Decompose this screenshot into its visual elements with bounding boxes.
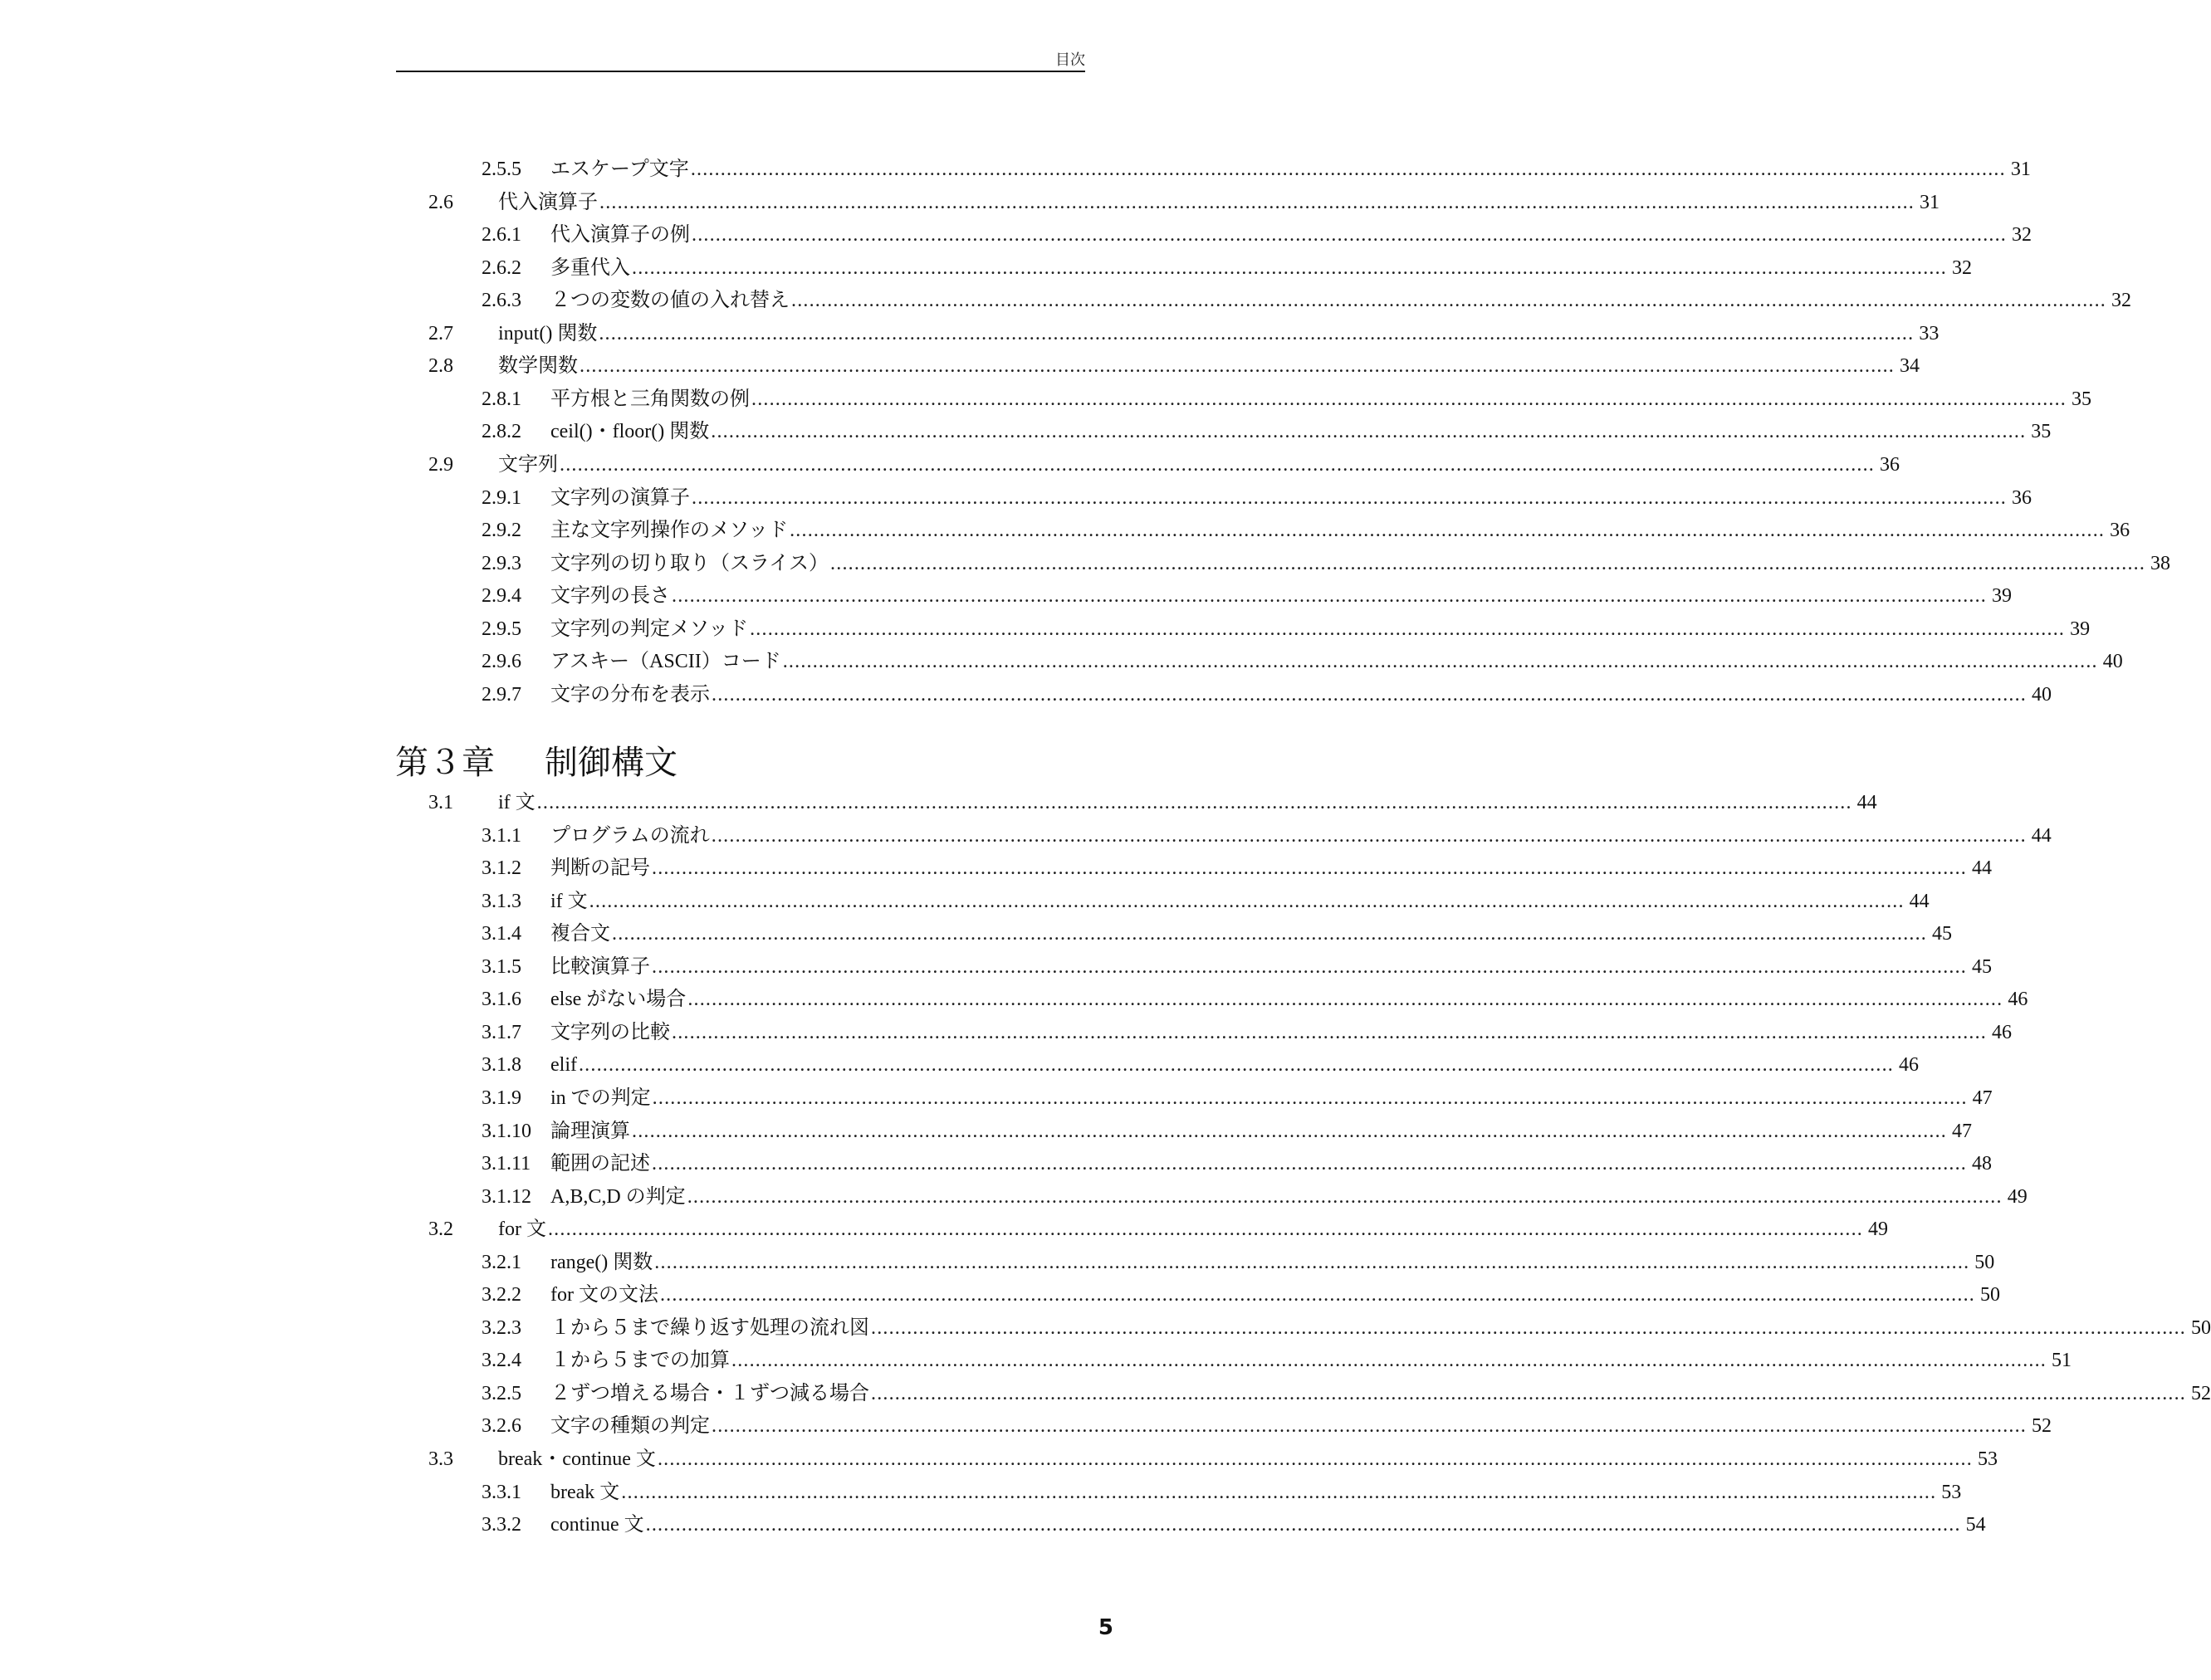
dot-leader: ............................................................................................................................................................................................................................	[692, 224, 2007, 247]
dot-leader: ............................................................................................................................................................................................................................	[589, 890, 1905, 912]
toc-entry-page: 52	[2032, 1415, 2052, 1438]
toc-entry-page: 47	[1972, 1087, 1993, 1109]
toc-entry-page: 50	[1979, 1284, 2000, 1306]
dot-leader: ............................................................................................................................................................................................................................	[560, 453, 1875, 476]
toc-entry[interactable]	[0, 284, 2131, 317]
toc-entry-number: 3.2.6	[482, 1415, 521, 1438]
toc-entry-number: 2.9.2	[482, 520, 521, 542]
toc-entry[interactable]	[0, 218, 2032, 252]
toc-entry[interactable]	[0, 983, 2028, 1016]
toc-entry-title: continue 文	[550, 1514, 644, 1536]
toc-entry-title: 多重代入	[550, 256, 630, 279]
toc-entry-number: 3.1.5	[482, 955, 521, 978]
toc-entry-number: 2.9.6	[482, 651, 521, 673]
toc-entry-title: ２つの変数の値の入れ替え	[550, 290, 790, 312]
toc-entry-page: 33	[1919, 322, 1940, 344]
toc-entry-number: 3.2.5	[482, 1382, 521, 1404]
dot-leader: ............................................................................................................................................................................................................................	[652, 857, 1967, 880]
toc-entry-number: 3.2.3	[482, 1316, 521, 1339]
dot-leader: ............................................................................................................................................................................................................................	[690, 159, 2006, 180]
toc-entry-number: 3.1.12	[482, 1185, 531, 1208]
toc-entry-page: 44	[1972, 857, 1992, 880]
dot-leader: ............................................................................................................................................................................................................................	[645, 1514, 1961, 1536]
toc-entry-number: 2.9.4	[482, 585, 521, 608]
dot-leader: ............................................................................................................................................................................................................................	[687, 1185, 2003, 1208]
toc-entry[interactable]	[0, 1147, 1992, 1180]
toc-entry-number: 3.1.1	[482, 824, 521, 847]
toc-entry[interactable]	[0, 917, 1952, 950]
toc-entry-page: 44	[1856, 792, 1877, 813]
dot-leader: ............................................................................................................................................................................................................................	[692, 486, 2007, 509]
toc-entry-number: 2.6	[428, 191, 453, 213]
toc-entry-title: アスキー（ASCII）コード	[550, 651, 781, 673]
dot-leader: ............................................................................................................................................................................................................................	[659, 1284, 1975, 1306]
dot-leader: ............................................................................................................................................................................................................................	[652, 1087, 1968, 1109]
toc-entry-page: 36	[2110, 520, 2130, 542]
toc-entry[interactable]	[0, 383, 2091, 416]
toc-entry-title: 文字の分布を表示	[550, 683, 710, 706]
toc-entry[interactable]	[0, 645, 2123, 678]
dot-leader: ............................................................................................................................................................................................................................	[791, 290, 2106, 312]
toc-entry-page: 47	[1952, 1120, 1972, 1142]
dot-leader: ............................................................................................................................................................................................................................	[580, 355, 1895, 378]
toc-entry-number: 2.9.7	[482, 683, 521, 706]
toc-entry-title: 文字列の演算子	[550, 486, 690, 509]
toc-entry-page: 34	[1900, 355, 1920, 378]
toc-entry-title: 範囲の記述	[550, 1153, 650, 1175]
toc-entry-page: 31	[2010, 159, 2031, 180]
chapter-title: 制御構文	[545, 744, 677, 782]
dot-leader: ............................................................................................................................................................................................................................	[871, 1316, 2186, 1339]
dot-leader: ............................................................................................................................................................................................................................	[711, 824, 2027, 847]
toc-entry[interactable]	[0, 349, 1920, 383]
toc-entry-page: 46	[2008, 989, 2028, 1011]
toc-entry-number: 2.9.5	[482, 618, 521, 640]
dot-leader: ............................................................................................................................................................................................................................	[547, 1218, 1863, 1241]
dot-leader: ............................................................................................................................................................................................................................	[712, 1415, 2027, 1438]
toc-entry-number: 3.1.7	[482, 1021, 521, 1043]
dot-leader: ............................................................................................................................................................................................................................	[599, 322, 1915, 344]
toc-entry-title: 比較演算子	[550, 955, 650, 978]
toc-entry-number: 3.2.1	[482, 1251, 521, 1273]
dot-leader: ............................................................................................................................................................................................................................	[632, 1120, 1947, 1142]
toc-entry-page: 45	[1932, 923, 1952, 945]
toc-entry-title: else がない場合	[550, 989, 687, 1011]
toc-entry-number: 2.9	[428, 453, 453, 476]
toc-entry-page: 31	[1920, 191, 1940, 213]
toc-entry-page: 36	[2012, 486, 2032, 509]
toc-entry-title: for 文	[498, 1218, 546, 1241]
toc-entry-page: 32	[2111, 290, 2131, 312]
toc-entry-number: 3.3.1	[482, 1481, 521, 1503]
toc-entry-title: elif	[550, 1054, 577, 1077]
toc-entry[interactable]	[0, 885, 1930, 918]
toc-entry[interactable]	[0, 1016, 2012, 1049]
dot-leader: ............................................................................................................................................................................................................................	[578, 1054, 1894, 1077]
toc-entry-page: 51	[2052, 1350, 2072, 1372]
toc-entry-title: break・continue 文	[498, 1448, 656, 1470]
toc-entry-number: 2.8.1	[482, 388, 521, 410]
dot-leader: ............................................................................................................................................................................................................................	[712, 683, 2027, 706]
toc-entry-title: if 文	[550, 890, 588, 912]
toc-entry-title: 文字列の切り取り（スライス）	[550, 552, 829, 574]
page-number: 5	[1098, 1615, 1113, 1640]
toc-entry-number: 3.3	[428, 1448, 453, 1470]
toc-entry[interactable]	[0, 1508, 1986, 1541]
toc-entry-number: 2.6.1	[482, 224, 521, 247]
toc-entry-page: 44	[1909, 890, 1930, 912]
chapter-number: 第３章	[395, 744, 495, 782]
toc-entry[interactable]	[0, 852, 1992, 885]
toc-entry-title: 文字列の判定メソッド	[550, 618, 749, 640]
toc-entry-number: 3.1.2	[482, 857, 521, 880]
toc-entry-title: 判断の記号	[550, 857, 650, 880]
toc-entry[interactable]	[0, 415, 2052, 448]
dot-leader: ............................................................................................................................................................................................................................	[652, 955, 1967, 978]
toc-entry-page: 39	[2070, 618, 2091, 640]
toc-entry-page: 53	[1941, 1481, 1962, 1503]
header-rule	[396, 71, 1085, 72]
dot-leader: ............................................................................................................................................................................................................................	[621, 1481, 1937, 1503]
toc-entry-page: 50	[1974, 1251, 1995, 1273]
toc-entry-title: A,B,C,D の判定	[550, 1185, 686, 1208]
toc-entry[interactable]	[0, 786, 1877, 819]
toc-entry-title: 数学関数	[498, 355, 578, 378]
chapter-heading	[395, 739, 677, 787]
toc-entry-page: 39	[1992, 585, 2012, 608]
toc-entry[interactable]	[0, 1476, 1962, 1509]
toc-entry[interactable]	[0, 1311, 2211, 1345]
dot-leader: ............................................................................................................................................................................................................................	[672, 585, 1987, 608]
toc-entry-number: 2.8	[428, 355, 453, 378]
toc-entry-title: 代入演算子	[498, 191, 598, 213]
toc-entry-page: 32	[2012, 224, 2032, 247]
dot-leader: ............................................................................................................................................................................................................................	[830, 552, 2146, 574]
toc-entry-number: 3.2.2	[482, 1284, 521, 1306]
toc-entry-title: 論理演算	[550, 1120, 630, 1142]
dot-leader: ............................................................................................................................................................................................................................	[672, 1021, 1987, 1043]
toc-entry-page: 35	[2031, 421, 2052, 443]
toc-entry-title: for 文の文法	[550, 1284, 658, 1306]
toc-entry-title: 平方根と三角関数の例	[550, 388, 750, 410]
dot-leader: ............................................................................................................................................................................................................................	[654, 1251, 1970, 1273]
toc-entry[interactable]	[0, 448, 1900, 481]
dot-leader: ............................................................................................................................................................................................................................	[632, 256, 1947, 279]
dot-leader: ............................................................................................................................................................................................................................	[612, 923, 1927, 945]
toc-entry-number: 3.1.10	[482, 1120, 531, 1142]
toc-entry-page: 53	[1977, 1448, 1998, 1470]
toc-entry[interactable]	[0, 317, 1940, 350]
toc-entry[interactable]	[0, 678, 2052, 711]
dot-leader: ............................................................................................................................................................................................................................	[599, 191, 1915, 213]
toc-entry-title: break 文	[550, 1481, 620, 1503]
toc-entry-page: 36	[1880, 453, 1900, 476]
toc-entry[interactable]	[0, 1377, 2211, 1410]
toc-entry-number: 3.1.6	[482, 989, 521, 1011]
dot-leader: ............................................................................................................................................................................................................................	[657, 1448, 1973, 1470]
toc-entry-title: 文字の種類の判定	[550, 1415, 710, 1438]
toc-entry[interactable]	[0, 1278, 2000, 1311]
toc-entry-page: 32	[1952, 256, 1972, 279]
toc-entry-page: 46	[1898, 1054, 1919, 1077]
toc-entry-number: 2.8.2	[482, 421, 521, 443]
toc-entry-title: １から５まで繰り返す処理の流れ図	[550, 1316, 869, 1339]
dot-leader: ............................................................................................................................................................................................................................	[731, 1350, 2047, 1372]
toc-entry-page: 54	[1965, 1514, 1986, 1536]
toc-entry[interactable]	[0, 1213, 1888, 1246]
toc-entry[interactable]	[0, 1443, 1998, 1476]
toc-entry-page: 46	[1992, 1021, 2012, 1043]
toc-entry-title: range() 関数	[550, 1251, 653, 1273]
toc-entry[interactable]	[0, 1180, 2028, 1214]
dot-leader: ............................................................................................................................................................................................................................	[782, 651, 2098, 673]
toc-entry-page: 45	[1972, 955, 1992, 978]
toc-entry-title: 文字列の長さ	[550, 585, 670, 608]
dot-leader: ............................................................................................................................................................................................................................	[652, 1153, 1967, 1175]
toc-entry-number: 3.2	[428, 1218, 453, 1241]
toc-entry[interactable]	[0, 1082, 1993, 1115]
toc-entry-number: 2.5.5	[482, 159, 521, 180]
toc-entry-title: if 文	[498, 792, 536, 813]
toc-entry-number: 2.7	[428, 322, 453, 344]
toc-entry-title: 主な文字列操作のメソッド	[550, 520, 789, 542]
toc-entry[interactable]	[0, 153, 2031, 186]
toc-entry-title: プログラムの流れ	[550, 824, 710, 847]
toc-entry-number: 2.6.3	[482, 290, 521, 312]
toc-entry-number: 3.1.3	[482, 890, 521, 912]
toc-entry-number: 3.1.11	[482, 1153, 531, 1175]
toc-entry-page: 40	[2102, 651, 2123, 673]
toc-entry-page: 35	[2072, 388, 2091, 410]
toc-entry-page: 48	[1972, 1153, 1992, 1175]
toc-entry[interactable]	[0, 1344, 2072, 1377]
toc-entry-number: 3.1.4	[482, 923, 521, 945]
toc-entry-page: 38	[2150, 552, 2171, 574]
toc-entry[interactable]	[0, 252, 1972, 285]
toc-entry-title: 複合文	[550, 923, 610, 945]
toc-entry-title: 文字列の比較	[550, 1021, 670, 1043]
dot-leader: ............................................................................................................................................................................................................................	[790, 520, 2106, 542]
toc-entry-page: 40	[2032, 683, 2052, 706]
toc-entry[interactable]	[0, 1409, 2052, 1443]
toc-entry-title: １から５までの加算	[550, 1350, 730, 1372]
toc-entry-title: 文字列	[498, 453, 558, 476]
toc-entry-number: 2.9.3	[482, 552, 521, 574]
toc-entry-number: 2.9.1	[482, 486, 521, 509]
toc-entry-title: in での判定	[550, 1087, 651, 1109]
dot-leader: ............................................................................................................................................................................................................................	[687, 989, 2003, 1011]
toc-entry[interactable]	[0, 481, 2032, 515]
toc-entry-number: 3.1	[428, 792, 453, 813]
toc-entry-number: 3.3.2	[482, 1514, 521, 1536]
toc-entry-number: 3.1.9	[482, 1087, 521, 1109]
toc-entry-page: 50	[2191, 1316, 2211, 1339]
toc-entry[interactable]	[0, 1115, 1972, 1148]
running-header: 目次	[1055, 51, 1085, 69]
toc-entry-page: 49	[1867, 1218, 1888, 1241]
toc-entry[interactable]	[0, 514, 2130, 547]
toc-entry[interactable]	[0, 579, 2012, 613]
toc-entry-number: 3.2.4	[482, 1350, 521, 1372]
toc-entry-title: ２ずつ増える場合・１ずつ減る場合	[550, 1382, 869, 1404]
dot-leader: ............................................................................................................................................................................................................................	[750, 618, 2066, 640]
toc-entry[interactable]	[0, 950, 1992, 984]
toc-entry-page: 49	[2007, 1185, 2028, 1208]
toc-entry-title: input() 関数	[498, 322, 598, 344]
toc-entry-title: ceil()・floor() 関数	[550, 421, 710, 443]
toc-entry-title: 代入演算子の例	[550, 224, 690, 247]
toc-entry[interactable]	[0, 819, 2052, 852]
toc-entry[interactable]	[0, 1048, 1919, 1082]
toc-entry[interactable]	[0, 186, 1940, 219]
toc-entry-number: 3.1.8	[482, 1054, 521, 1077]
toc-entry[interactable]	[0, 547, 2171, 580]
toc-entry-page: 52	[2191, 1382, 2211, 1404]
toc-entry[interactable]	[0, 613, 2091, 646]
toc-entry-page: 44	[2031, 824, 2052, 847]
dot-leader: ............................................................................................................................................................................................................................	[751, 388, 2067, 410]
toc-entry-number: 2.6.2	[482, 256, 521, 279]
dot-leader: ............................................................................................................................................................................................................................	[536, 792, 1852, 813]
dot-leader: ............................................................................................................................................................................................................................	[871, 1382, 2186, 1404]
dot-leader: ............................................................................................................................................................................................................................	[711, 421, 2027, 443]
toc-entry[interactable]	[0, 1246, 1995, 1279]
toc-entry-title: エスケープ文字	[550, 159, 689, 180]
